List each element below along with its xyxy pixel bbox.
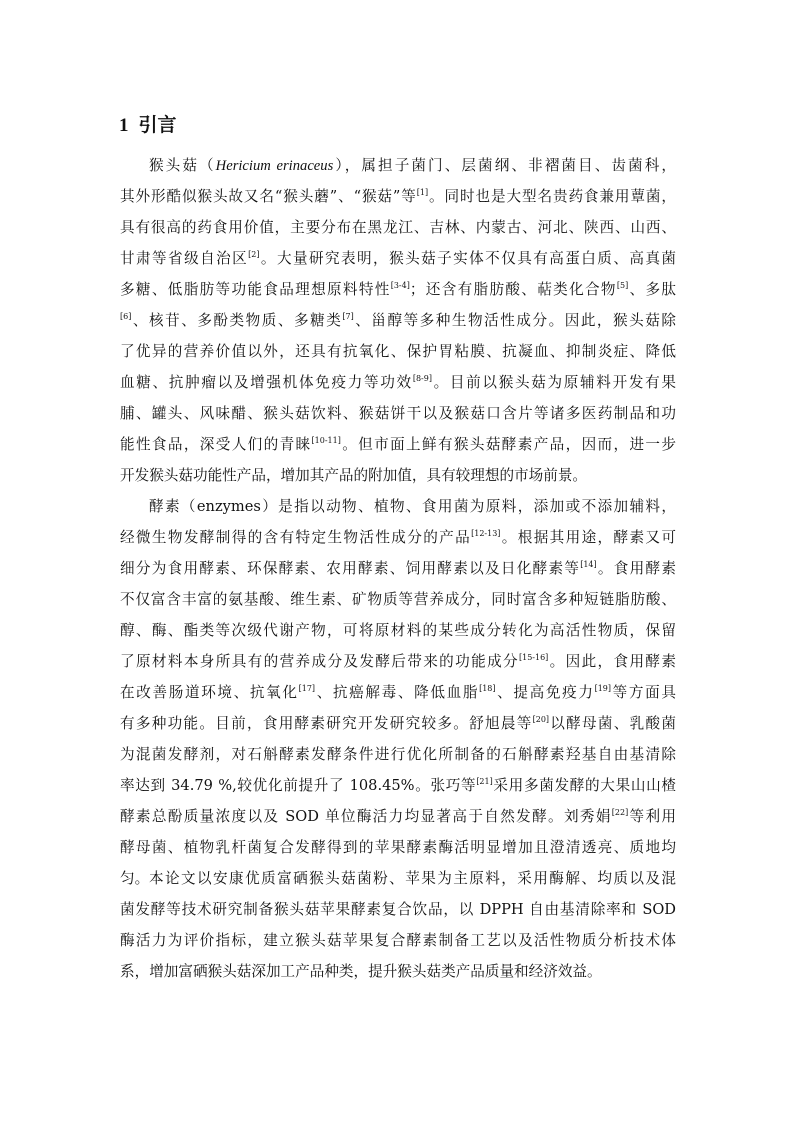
text-run: 本论文以安康优质富硒猴头菇菌粉、苹果为主原料，采用酶解、均质以及混 <box>149 870 676 887</box>
text-run: 醇、酶、酯类等次级代谢产物，可将原材料的某些成分转化为高活性物质，保留 <box>120 622 676 639</box>
text-run: 血糖、抗肿瘤以及增强机体免疫力等功效 <box>120 374 413 391</box>
text-line <box>120 491 676 522</box>
text-run: 甘肃等省级自治区 <box>120 250 249 267</box>
citation-ref: [14] <box>580 560 597 569</box>
text-run: 系，增加富硒猴头菇深加工产品种类，提升猴头菇类产品质量和经济效益。 <box>120 963 602 980</box>
text-run: 多糖、低脂肪等功能食品理想原料特性 <box>120 281 391 298</box>
text-run: 经微生物发酵制得的含有特定生物活性成分的产品 <box>120 529 472 546</box>
text-run: 率达到 34.79 %,较优化前提升了 108.45%。张巧等 <box>120 777 477 794</box>
text-line <box>120 181 676 212</box>
text-run: 以酵母菌、乳酸菌 <box>549 715 676 732</box>
citation-ref: [12-13] <box>471 529 501 538</box>
text-run: 。但市面上鲜有猴头菇酵素产品，因而，进一步 <box>340 436 676 453</box>
text-run: 菌发酵等技术研究制备猴头菇苹果酵素复合饮品，以 DPPH 自由基清除率和 SOD <box>120 901 676 918</box>
text-run: 酵母菌、植物乳杆菌复合发酵得到的苹果酵素酶活明显增加且澄清透亮、质地均 <box>120 839 676 856</box>
text-run: 。食用酵素 <box>596 560 676 577</box>
paragraph-enzymes <box>120 491 676 894</box>
text-line <box>120 336 676 367</box>
text-run: 等方面具 <box>611 684 676 701</box>
text-run: 匀。 <box>120 870 150 887</box>
text-line <box>120 305 676 336</box>
text-run: 、抗癌解毒、降低血脂 <box>315 684 480 701</box>
paragraph-hericium <box>120 150 676 491</box>
text-run: 能性食品，深受人们的青睐 <box>120 436 312 453</box>
text-line <box>120 677 676 708</box>
text-line <box>120 212 676 243</box>
citation-ref: [2] <box>248 250 260 259</box>
text-run: 。根据其用途，酵素又可 <box>500 529 676 546</box>
text-run: 为混菌发酵剂，对石斛酵素发酵条件进行优化所制备的石斛酵素羟基自由基清除 <box>120 746 676 763</box>
text-line <box>120 801 676 832</box>
text-line <box>120 646 676 677</box>
citation-ref: [10-11] <box>311 436 341 445</box>
scientific-name: Hericium erinaceus <box>215 158 334 174</box>
citation-ref: [7] <box>342 312 354 321</box>
text-run: 猴头菇（ <box>149 157 216 174</box>
citation-ref: [6] <box>120 312 132 321</box>
text-run: 酵素总酚质量浓度以及 SOD 单位酶活力均显著高于自然发酵。刘秀娟 <box>120 808 612 825</box>
section-heading <box>119 112 177 139</box>
text-run: 脯、罐头、风味醋、猴头菇饮料、猴菇饼干以及猴菇口含片等诸多医药制品和功 <box>120 405 676 422</box>
text-line <box>120 150 676 181</box>
text-run: 采用多菌发酵的大果山山楂 <box>492 777 676 794</box>
text-run: 酵素（enzymes）是指以动物、植物、食用菌为原料，添加或不添加辅料， <box>149 498 676 515</box>
text-run: 、多肽 <box>628 281 676 298</box>
citation-ref: [5] <box>616 281 629 290</box>
text-line <box>120 770 676 801</box>
text-run: 、提高免疫力 <box>495 684 595 701</box>
text-run: 开发猴头菇功能性产品，增加其产品的附加值，具有较理想的市场前景。 <box>120 467 588 484</box>
text-run: 具有很高的药食用价值，主要分布在黑龙江、吉林、内蒙古、河北、陕西、山西、 <box>120 219 676 236</box>
text-run: 、甾醇等多种生物活性成分。因此，猴头菇除 <box>353 312 676 329</box>
text-line <box>120 429 676 460</box>
citation-ref: [3-4] <box>390 281 410 290</box>
citation-ref: [15-16] <box>518 653 549 662</box>
section-title: 引言 <box>138 114 177 136</box>
text-line <box>120 615 676 646</box>
text-run: ），属担子菌门、层菌纲、非褶菌目、齿菌科， <box>333 157 676 174</box>
text-line <box>120 832 676 863</box>
text-line <box>120 367 676 398</box>
citation-ref: [17] <box>298 684 316 693</box>
text-line <box>120 460 676 491</box>
citation-ref: [8-9] <box>412 374 432 383</box>
text-run: 其外形酷似猴头故又名“猴头蘑”、“猴菇”等 <box>120 188 417 205</box>
text-run: 不仅富含丰富的氨基酸、维生素、矿物质等营养成分，同时富含多种短链脂肪酸、 <box>120 591 676 608</box>
text-line <box>120 708 676 739</box>
text-run: ；还含有脂肪酸、萜类化合物 <box>409 281 617 298</box>
text-line <box>120 398 676 429</box>
text-line <box>120 863 676 894</box>
text-run: 了原材料本身所具有的营养成分及发酵后带来的功能成分 <box>120 653 519 670</box>
text-run: 。目前以猴头菇为原辅料开发有果 <box>431 374 676 391</box>
citation-ref: [22] <box>611 808 629 817</box>
text-line <box>120 739 676 770</box>
paragraph-objective <box>120 863 676 987</box>
citation-ref: [20] <box>532 715 550 724</box>
citation-ref: [21] <box>476 777 493 786</box>
text-line <box>120 894 676 925</box>
citation-ref: [19] <box>594 684 611 693</box>
text-run: 。同时也是大型名贵药食兼用蕈菌， <box>428 188 676 205</box>
text-run: 细分为食用酵素、环保酵素、农用酵素、饲用酵素以及日化酵素等 <box>120 560 581 577</box>
text-run: 在改善肠道环境、抗氧化 <box>120 684 299 701</box>
text-line <box>120 925 676 956</box>
text-run: 。大量研究表明，猴头菇子实体不仅具有高蛋白质、高真菌 <box>259 250 676 267</box>
text-line <box>120 956 676 987</box>
section-number: 1 <box>119 115 129 136</box>
text-run: 了优异的营养价值以外，还具有抗氧化、保护胃粘膜、抗凝血、抑制炎症、降低 <box>120 343 676 360</box>
text-line <box>120 243 676 274</box>
text-line <box>120 522 676 553</box>
citation-ref: [1] <box>416 188 429 197</box>
text-line <box>120 553 676 584</box>
text-run: 等利用 <box>628 808 676 825</box>
text-line <box>120 584 676 615</box>
text-run: 酶活力为评价指标，建立猴头菇苹果复合酵素制备工艺以及活性物质分析技术体 <box>120 932 676 949</box>
text-line <box>120 274 676 305</box>
text-run: 。因此，食用酵素 <box>548 653 676 670</box>
citation-ref: [18] <box>479 684 496 693</box>
text-run: 、核苷、多酚类物质、多糖类 <box>131 312 343 329</box>
text-run: 有多种功能。目前，食用酵素研究开发研究较多。舒旭晨等 <box>120 715 533 732</box>
